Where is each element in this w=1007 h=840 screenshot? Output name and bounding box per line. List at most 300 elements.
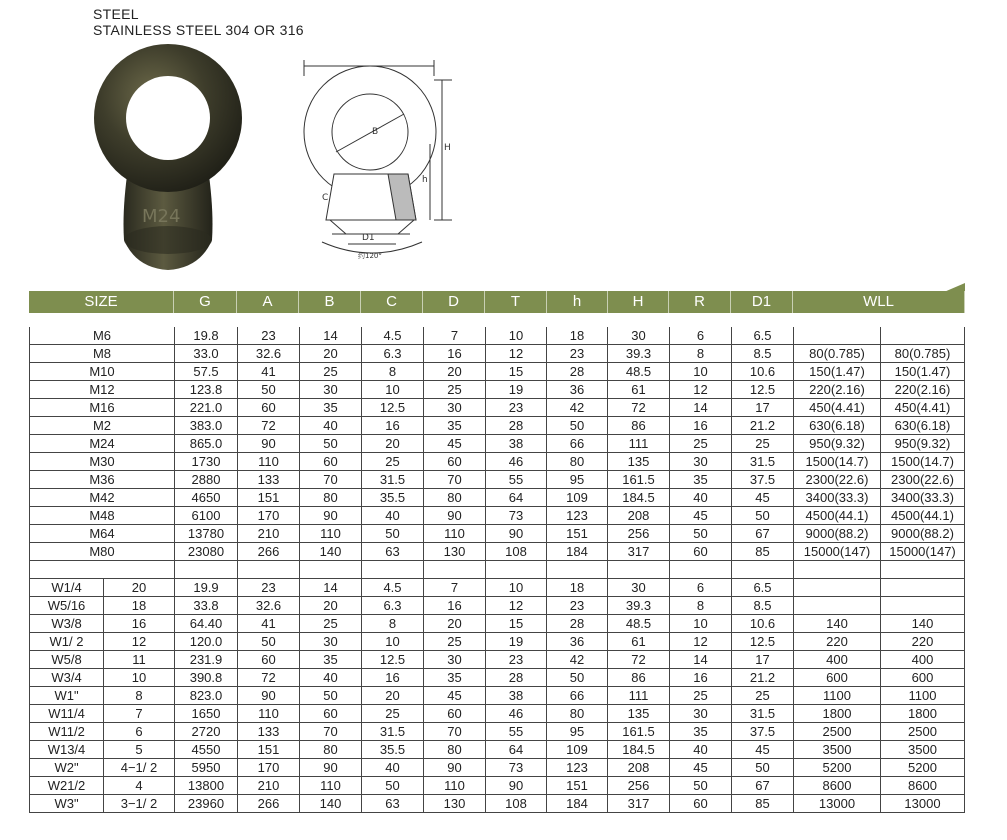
table-cell: 14 <box>300 327 362 345</box>
table-cell: W3/4 <box>30 669 104 687</box>
table-cell: 42 <box>547 399 608 417</box>
table-cell: 73 <box>486 759 547 777</box>
table-row <box>30 579 965 597</box>
table-cell: 13000 <box>794 795 881 813</box>
table-cell: 16 <box>670 669 732 687</box>
table-cell: 123 <box>547 507 608 525</box>
table-cell: W11/2 <box>30 723 104 741</box>
table-cell <box>881 561 965 579</box>
table-cell: 110 <box>424 777 486 795</box>
table-cell: 86 <box>608 417 670 435</box>
table-cell: 20 <box>300 597 362 615</box>
table-row <box>30 381 965 399</box>
table-cell: 63 <box>362 795 424 813</box>
table-cell: 110 <box>300 525 362 543</box>
table-cell: 1650 <box>175 705 238 723</box>
table-cell: 7 <box>424 579 486 597</box>
table-row <box>30 669 965 687</box>
table-cell: 170 <box>238 507 300 525</box>
table-cell: 38 <box>486 687 547 705</box>
table-cell: 4.5 <box>362 327 424 345</box>
table-cell: 36 <box>547 381 608 399</box>
table-cell: 8.5 <box>732 345 794 363</box>
label-c: C <box>322 193 329 203</box>
table-cell: 35 <box>424 417 486 435</box>
table-cell: W3/8 <box>30 615 104 633</box>
table-cell: 6.3 <box>362 597 424 615</box>
table-cell: 6.3 <box>362 345 424 363</box>
table-cell <box>670 561 732 579</box>
table-cell: 80 <box>547 705 608 723</box>
header-h: H <box>608 291 669 313</box>
table-cell: 64.40 <box>175 615 238 633</box>
table-cell: 80(0.785) <box>881 345 965 363</box>
table-cell: M30 <box>30 453 175 471</box>
table-row <box>30 543 965 561</box>
table-cell: 16 <box>104 615 175 633</box>
table-cell: 45 <box>670 759 732 777</box>
table-cell: 10 <box>670 363 732 381</box>
table-cell: 151 <box>238 741 300 759</box>
table-cell: 18 <box>547 579 608 597</box>
table-cell: 12.5 <box>362 399 424 417</box>
table-cell: 80(0.785) <box>794 345 881 363</box>
table-cell: 7 <box>104 705 175 723</box>
table-cell <box>175 561 238 579</box>
table-cell: 50 <box>670 777 732 795</box>
table-cell: 13800 <box>175 777 238 795</box>
table-cell: 60 <box>670 795 732 813</box>
table-cell: 135 <box>608 453 670 471</box>
table-cell: 4.5 <box>362 579 424 597</box>
table-cell <box>300 561 362 579</box>
table-cell <box>547 561 608 579</box>
table-cell: 390.8 <box>175 669 238 687</box>
table-cell: 19 <box>486 633 547 651</box>
table-cell: 60 <box>300 705 362 723</box>
table-cell: 150(1.47) <box>794 363 881 381</box>
table-cell <box>794 327 881 345</box>
table-cell: 30 <box>424 651 486 669</box>
table-cell: 72 <box>608 399 670 417</box>
table-cell: 208 <box>608 507 670 525</box>
table-cell: 40 <box>362 759 424 777</box>
table-cell: 150(1.47) <box>881 363 965 381</box>
table-cell: 10.6 <box>732 363 794 381</box>
table-cell: M36 <box>30 471 175 489</box>
table-cell: 140 <box>300 795 362 813</box>
table-cell: 25 <box>670 435 732 453</box>
table-cell: 40 <box>300 669 362 687</box>
table-cell: 123.8 <box>175 381 238 399</box>
table-cell: 10 <box>670 615 732 633</box>
material-line-steel: STEEL <box>93 6 139 22</box>
table-cell: 61 <box>608 381 670 399</box>
table-cell: 48.5 <box>608 615 670 633</box>
table-cell: 950(9.32) <box>881 435 965 453</box>
table-cell <box>486 561 547 579</box>
table-cell: 39.3 <box>608 597 670 615</box>
table-cell: 950(9.32) <box>794 435 881 453</box>
table-cell: W1" <box>30 687 104 705</box>
table-cell: 3−1/ 2 <box>104 795 175 813</box>
table-cell: 600 <box>881 669 965 687</box>
table-row <box>30 399 965 417</box>
table-cell: 135 <box>608 705 670 723</box>
table-cell: M16 <box>30 399 175 417</box>
table-cell: 25 <box>670 687 732 705</box>
table-cell: 60 <box>670 543 732 561</box>
table-cell: 266 <box>238 543 300 561</box>
table-cell: 6 <box>670 327 732 345</box>
table-cell: M12 <box>30 381 175 399</box>
table-cell <box>732 561 794 579</box>
table-cell: 17 <box>732 651 794 669</box>
table-cell: 9000(88.2) <box>794 525 881 543</box>
table-cell: 23 <box>238 327 300 345</box>
table-cell: W5/8 <box>30 651 104 669</box>
table-cell: 60 <box>424 705 486 723</box>
table-cell: 30 <box>424 399 486 417</box>
table-cell: 31.5 <box>732 705 794 723</box>
table-cell: 4650 <box>175 489 238 507</box>
table-cell: 130 <box>424 543 486 561</box>
table-cell: 31.5 <box>362 723 424 741</box>
table-cell: 184.5 <box>608 741 670 759</box>
table-cell: 13780 <box>175 525 238 543</box>
table-cell <box>794 579 881 597</box>
table-cell: W5/16 <box>30 597 104 615</box>
table-cell: 4500(44.1) <box>881 507 965 525</box>
table-cell: 64 <box>486 741 547 759</box>
table-cell: 50 <box>362 777 424 795</box>
table-cell: 865.0 <box>175 435 238 453</box>
table-cell: 151 <box>547 777 608 795</box>
table-cell: M24 <box>30 435 175 453</box>
table-cell: 50 <box>300 687 362 705</box>
table-cell: 55 <box>486 723 547 741</box>
table-cell: 46 <box>486 705 547 723</box>
table-cell: 23 <box>486 651 547 669</box>
table-cell: 1500(14.7) <box>881 453 965 471</box>
table-cell: 16 <box>424 345 486 363</box>
table-cell: 35.5 <box>362 741 424 759</box>
table-cell: 40 <box>300 417 362 435</box>
table-cell: 25 <box>424 633 486 651</box>
table-cell: 30 <box>670 705 732 723</box>
table-cell: 21.2 <box>732 669 794 687</box>
table-cell: 25 <box>300 615 362 633</box>
table-cell: 80 <box>300 489 362 507</box>
table-cell: 6.5 <box>732 327 794 345</box>
table-cell: 55 <box>486 471 547 489</box>
table-cell: 19.9 <box>175 579 238 597</box>
table-cell: 184 <box>547 795 608 813</box>
table-cell: 111 <box>608 435 670 453</box>
table-cell: 64 <box>486 489 547 507</box>
table-cell <box>608 561 670 579</box>
table-cell <box>362 561 424 579</box>
table-cell: W21/2 <box>30 777 104 795</box>
table-cell: 80 <box>424 489 486 507</box>
table-cell: 12 <box>104 633 175 651</box>
table-cell: 70 <box>300 471 362 489</box>
table-row <box>30 597 965 615</box>
table-cell: 28 <box>486 417 547 435</box>
table-cell: 823.0 <box>175 687 238 705</box>
table-cell: 2300(22.6) <box>794 471 881 489</box>
table-cell: 45 <box>424 687 486 705</box>
header-a: A <box>237 291 299 313</box>
table-cell: 72 <box>238 669 300 687</box>
table-cell: 20 <box>300 345 362 363</box>
table-cell <box>794 597 881 615</box>
table-cell: 70 <box>424 471 486 489</box>
table-cell: 19.8 <box>175 327 238 345</box>
table-cell: 33.8 <box>175 597 238 615</box>
table-cell: 70 <box>300 723 362 741</box>
table-cell: 80 <box>424 741 486 759</box>
table-row <box>30 489 965 507</box>
table-cell: 14 <box>670 399 732 417</box>
table-cell: 35 <box>670 723 732 741</box>
material-heading <box>93 6 304 38</box>
table-cell: 60 <box>238 651 300 669</box>
table-cell: 31.5 <box>362 471 424 489</box>
table-cell: 110 <box>424 525 486 543</box>
table-cell: 40 <box>670 741 732 759</box>
table-cell: 133 <box>238 471 300 489</box>
spec-table <box>29 327 965 813</box>
table-cell: 2500 <box>794 723 881 741</box>
table-cell: 90 <box>486 525 547 543</box>
table-cell <box>30 561 175 579</box>
table-cell: 57.5 <box>175 363 238 381</box>
table-cell: 80 <box>300 741 362 759</box>
table-cell: 5950 <box>175 759 238 777</box>
table-cell: 9000(88.2) <box>881 525 965 543</box>
technical-drawing <box>292 52 470 264</box>
table-cell: 12 <box>670 633 732 651</box>
table-cell: 50 <box>732 759 794 777</box>
header-d: D <box>423 291 485 313</box>
table-cell: 108 <box>486 795 547 813</box>
table-cell <box>881 579 965 597</box>
table-cell: 630(6.18) <box>794 417 881 435</box>
table-cell: M6 <box>30 327 175 345</box>
table-cell: 8 <box>362 363 424 381</box>
table-cell: 48.5 <box>608 363 670 381</box>
table-cell <box>881 597 965 615</box>
table-cell: 220(2.16) <box>794 381 881 399</box>
table-cell: 20 <box>362 687 424 705</box>
table-cell: W1/4 <box>30 579 104 597</box>
table-cell: 15 <box>486 615 547 633</box>
table-cell: 41 <box>238 363 300 381</box>
table-cell: W3" <box>30 795 104 813</box>
header-c: C <box>361 291 423 313</box>
header-r: R <box>669 291 731 313</box>
table-cell: 25 <box>732 435 794 453</box>
table-cell: 109 <box>547 489 608 507</box>
table-cell: 90 <box>300 759 362 777</box>
table-cell: 3500 <box>881 741 965 759</box>
table-cell: 110 <box>238 453 300 471</box>
table-cell: 45 <box>732 741 794 759</box>
table-cell: 6.5 <box>732 579 794 597</box>
table-cell: 8 <box>104 687 175 705</box>
table-cell: 36 <box>547 633 608 651</box>
table-cell: 33.0 <box>175 345 238 363</box>
table-cell: 108 <box>486 543 547 561</box>
table-cell: 3400(33.3) <box>881 489 965 507</box>
table-cell: 50 <box>362 525 424 543</box>
header-size: SIZE <box>29 291 174 313</box>
table-cell: 4 <box>104 777 175 795</box>
eye-nut-photo <box>76 40 256 272</box>
table-row <box>30 651 965 669</box>
table-cell: 90 <box>424 759 486 777</box>
table-cell: 8.5 <box>732 597 794 615</box>
table-cell: 50 <box>238 381 300 399</box>
table-cell: 30 <box>670 453 732 471</box>
table-cell: 4−1/ 2 <box>104 759 175 777</box>
table-cell: 140 <box>794 615 881 633</box>
table-cell: 266 <box>238 795 300 813</box>
table-cell: 5200 <box>794 759 881 777</box>
table-cell: 30 <box>608 579 670 597</box>
table-cell: 383.0 <box>175 417 238 435</box>
table-cell: 11 <box>104 651 175 669</box>
table-row <box>30 777 965 795</box>
table-cell: 450(4.41) <box>881 399 965 417</box>
table-cell: 23 <box>486 399 547 417</box>
table-row <box>30 759 965 777</box>
table-row <box>30 471 965 489</box>
table-cell: 600 <box>794 669 881 687</box>
table-cell: 50 <box>300 435 362 453</box>
table-cell: 4550 <box>175 741 238 759</box>
material-line-stainless: STAINLESS STEEL 304 OR 316 <box>93 22 304 38</box>
table-row <box>30 705 965 723</box>
table-cell: 1500(14.7) <box>794 453 881 471</box>
table-cell <box>424 561 486 579</box>
table-row <box>30 633 965 651</box>
table-cell: 14 <box>300 579 362 597</box>
table-cell: 10.6 <box>732 615 794 633</box>
table-cell: 61 <box>608 633 670 651</box>
table-row <box>30 453 965 471</box>
table-cell: 45 <box>732 489 794 507</box>
table-cell: 15 <box>486 363 547 381</box>
table-cell: 60 <box>238 399 300 417</box>
table-cell: 25 <box>362 453 424 471</box>
table-cell: 20 <box>104 579 175 597</box>
table-cell: W1/ 2 <box>30 633 104 651</box>
table-cell: M10 <box>30 363 175 381</box>
table-cell: 210 <box>238 525 300 543</box>
table-cell: 151 <box>547 525 608 543</box>
table-cell: 25 <box>424 381 486 399</box>
header-h: h <box>547 291 608 313</box>
table-cell: 12 <box>486 597 547 615</box>
table-cell <box>794 561 881 579</box>
table-row <box>30 507 965 525</box>
table-cell: 18 <box>104 597 175 615</box>
table-cell: 151 <box>238 489 300 507</box>
table-cell: 23080 <box>175 543 238 561</box>
table-cell: 85 <box>732 795 794 813</box>
table-cell: 90 <box>238 687 300 705</box>
table-cell: 38 <box>486 435 547 453</box>
table-cell: 95 <box>547 723 608 741</box>
table-cell: 50 <box>732 507 794 525</box>
table-cell: 67 <box>732 525 794 543</box>
table-cell: M8 <box>30 345 175 363</box>
table-cell: 20 <box>362 435 424 453</box>
table-row <box>30 525 965 543</box>
table-cell: 12.5 <box>362 651 424 669</box>
table-cell: 110 <box>300 777 362 795</box>
table-cell: 120.0 <box>175 633 238 651</box>
table-cell: 90 <box>424 507 486 525</box>
table-cell: 50 <box>238 633 300 651</box>
table-cell: 220 <box>881 633 965 651</box>
table-cell: 256 <box>608 777 670 795</box>
table-row <box>30 417 965 435</box>
table-cell: 109 <box>547 741 608 759</box>
label-b: B <box>372 127 379 137</box>
table-cell: 12 <box>670 381 732 399</box>
table-cell: 10 <box>486 327 547 345</box>
table-cell: 35 <box>424 669 486 687</box>
table-cell: 50 <box>547 669 608 687</box>
table-cell: 6 <box>104 723 175 741</box>
table-cell: 80 <box>547 453 608 471</box>
table-cell: 39.3 <box>608 345 670 363</box>
label-angle: 约120° <box>358 252 382 260</box>
table-cell: 231.9 <box>175 651 238 669</box>
table-cell: 256 <box>608 525 670 543</box>
table-cell: 16 <box>424 597 486 615</box>
table-cell: 23 <box>547 597 608 615</box>
table-cell: 35 <box>670 471 732 489</box>
table-cell: 20 <box>424 615 486 633</box>
table-cell: 3500 <box>794 741 881 759</box>
table-cell: 221.0 <box>175 399 238 417</box>
table-cell: 23960 <box>175 795 238 813</box>
table-cell: 140 <box>881 615 965 633</box>
table-cell: W13/4 <box>30 741 104 759</box>
table-cell: 2720 <box>175 723 238 741</box>
table-cell: 16 <box>362 417 424 435</box>
table-cell: 16 <box>670 417 732 435</box>
table-cell: 6 <box>670 579 732 597</box>
table-cell: 2500 <box>881 723 965 741</box>
table-cell: 86 <box>608 669 670 687</box>
table-row <box>30 345 965 363</box>
table-cell: 6100 <box>175 507 238 525</box>
table-cell: 5 <box>104 741 175 759</box>
table-cell: 12.5 <box>732 633 794 651</box>
table-cell: 67 <box>732 777 794 795</box>
table-row <box>30 615 965 633</box>
table-cell: 130 <box>424 795 486 813</box>
table-cell: 12.5 <box>732 381 794 399</box>
table-cell: 8600 <box>794 777 881 795</box>
table-cell: 10 <box>104 669 175 687</box>
table-cell: 66 <box>547 435 608 453</box>
